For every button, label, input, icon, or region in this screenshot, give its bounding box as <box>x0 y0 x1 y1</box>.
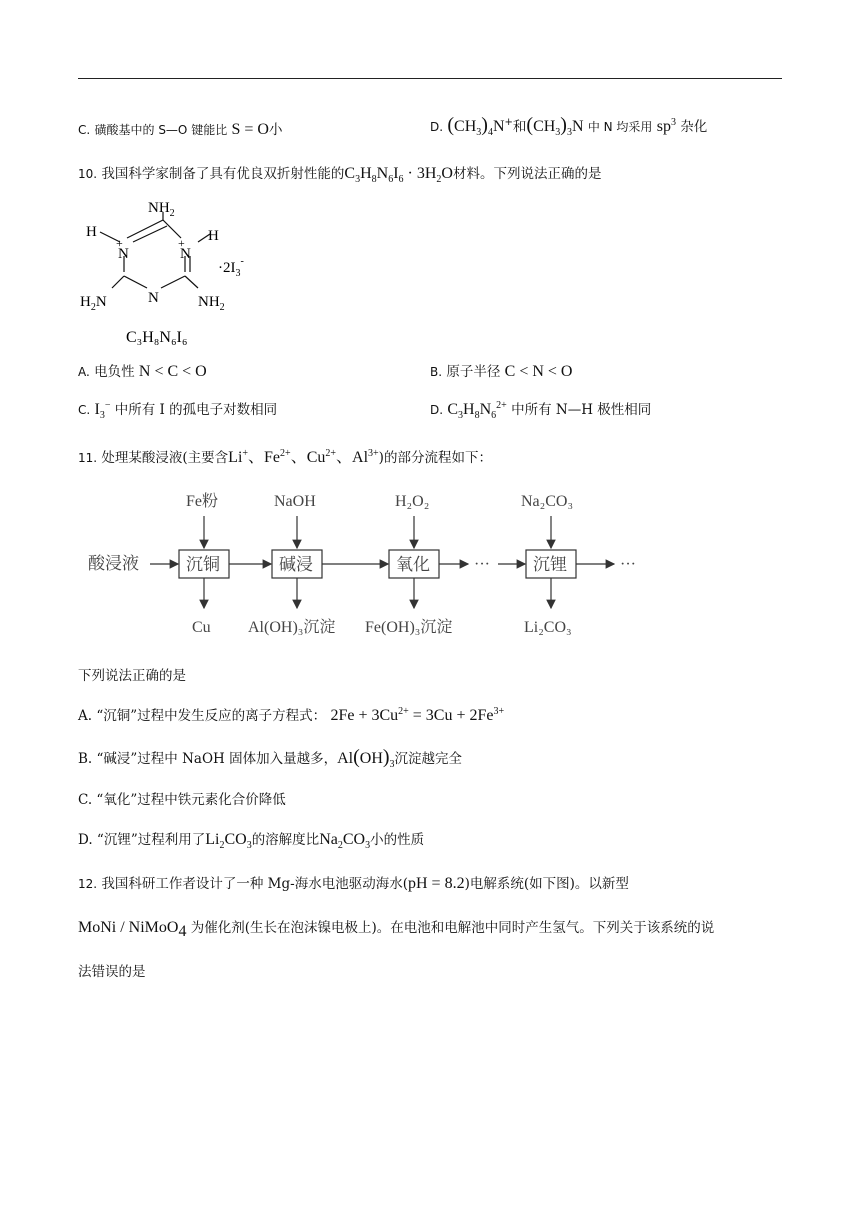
flow-output-4: Li₂CO₃ <box>524 619 572 636</box>
flow-input-3: H₂O₂ <box>395 493 430 510</box>
flow-output-2: Al(OH)₃沉淀 <box>248 619 336 636</box>
flow-input-4: Na₂CO₃ <box>521 493 574 510</box>
q11-stem: 11. 处理某酸浸液(主要含Li+、$Fe^{2+}$、$Cu^{2+}$、$Al^{3+}$)的部分流程如下： <box>78 448 492 466</box>
flow-step-4: 沉锂 <box>533 555 567 574</box>
q10-option-a: A. 电负性 N < C < O <box>78 363 207 380</box>
q12-line-2: MoNi / NiMoO$_4$ 为催化剂(生长在泡沫镍电极上)。在电池和电解池中同时产生氢气。下列关于该系统的说 <box>78 919 715 940</box>
q12-line-3: 法错误的是 <box>78 964 146 980</box>
header-rule <box>78 78 782 79</box>
q10-stem: 10. 我国科学家制备了具有优良双折射性能的$C_3H_8N_6I_6 \cdot 3H_2O$材料。下列说法正确的是 <box>78 165 602 185</box>
flow-output-1: Cu <box>192 619 211 636</box>
process-flowchart <box>78 480 698 650</box>
n-bottom-label: N <box>148 290 159 306</box>
plus-left: + <box>116 236 123 250</box>
flow-output-3: Fe(OH)₃沉淀 <box>365 619 453 636</box>
flow-step-1: 沉铜 <box>186 555 220 574</box>
q11-option-c: C. “氧化”过程中铁元素化合价降低 <box>78 792 286 808</box>
h-right-label: H <box>208 228 219 244</box>
nh2-left-label: $H_2N$ <box>80 294 107 313</box>
flow-start-label: 酸浸液 <box>88 554 139 573</box>
triazine-structure <box>78 192 278 352</box>
q9-option-d: D. $(CH_3)_4N^+$和$(CH_3)_3N$ 中 N 均采用 $sp^3$ 杂化 <box>430 114 708 138</box>
q11-ask: 下列说法正确的是 <box>78 668 186 684</box>
n-left-label: N <box>118 246 129 262</box>
q11-option-a: A. “沉铜”过程中发生反应的离子方程式： $2Fe + 3Cu^{2+} = 3Cu + 2Fe^{3+}$ <box>78 706 505 724</box>
q10-option-c: C. $I_3^-$ 中所有 I 的孤电子对数相同 <box>78 400 278 421</box>
n-right-label: N <box>180 246 191 262</box>
nh2-top-label: $NH_2$ <box>148 200 175 219</box>
q11-option-d: D. “沉锂”过程利用了$Li_2CO_3$的溶解度比$Na_2CO_3$小的性质 <box>78 831 425 851</box>
q10-option-d: D. $C_3H_8N_6^{2+}$ 中所有 N—H 极性相同 <box>430 400 652 421</box>
flow-ellipsis-2: ··· <box>620 556 636 573</box>
q10-option-b: B. 原子半径 C < N < O <box>430 363 573 380</box>
plus-right: + <box>178 236 185 250</box>
h-left-label: H <box>86 224 97 240</box>
q12-line-1: 12. 我国科研工作者设计了一种 Mg-海水电池驱动海水(pH = 8.2)电解系统(如下图)。以新型 <box>78 875 629 892</box>
flow-input-2: NaOH <box>274 493 316 510</box>
flow-step-3: 氧化 <box>396 555 430 574</box>
nh2-right-label: $NH_2$ <box>198 294 225 313</box>
flow-ellipsis-1: ··· <box>474 556 490 573</box>
formula-label: C₃H₈N₆I₆ <box>126 329 188 346</box>
q11-option-b: B. “碱浸”过程中 NaOH 固体加入量越多，$Al(OH)_3$沉淀越完全 <box>78 746 463 770</box>
q9-option-c: C. 磺酸基中的 S—O 键能比 S = O小 <box>78 121 283 138</box>
counterion-label: $\cdot 2I_3^-$ <box>218 256 244 279</box>
flow-step-2: 碱浸 <box>279 555 313 574</box>
flow-input-1: Fe粉 <box>186 493 219 510</box>
